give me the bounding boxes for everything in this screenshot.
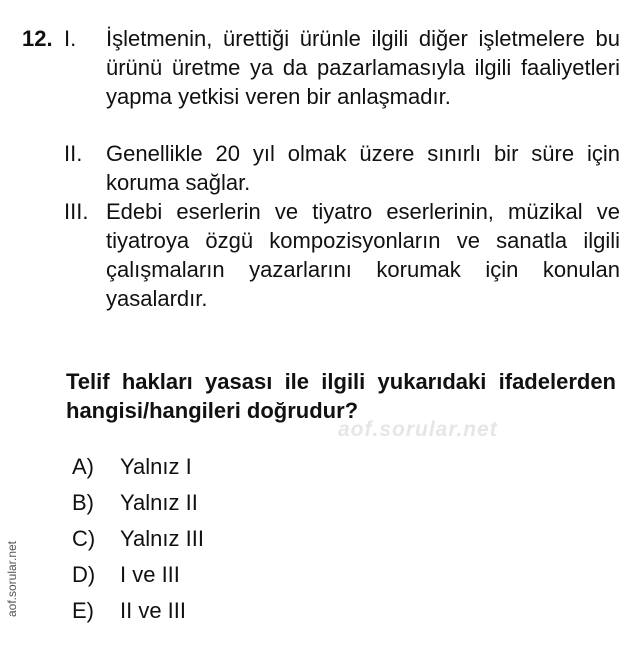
question-prompt: Telif hakları yasası ile ilgili yukarıdaki ifadelerden hangisi/hangileri doğrudur? [66, 369, 616, 423]
option-e[interactable] [72, 593, 204, 629]
statement-1 [64, 24, 620, 111]
statement-1-text: İşletmenin, ürettiği ürünle ilgili diğer işletmelere bu ürünü üretme ya da pazarlamasıyla ilgili faaliyetleri yapma yetkisi veren bir anlaşmadır. [106, 26, 620, 109]
option-a-text: Yalnız I [120, 454, 192, 479]
option-b[interactable] [72, 485, 204, 521]
option-d-text: I ve III [120, 562, 180, 587]
option-b-letter: B) [72, 490, 94, 515]
option-b-text: Yalnız II [120, 490, 198, 515]
answer-options [72, 449, 204, 629]
option-e-letter: E) [72, 598, 94, 623]
side-watermark: aof.sorular.net [5, 540, 19, 618]
option-d-letter: D) [72, 562, 96, 587]
option-e-text: II ve III [120, 598, 187, 623]
watermark: aof.sorular.net [338, 418, 498, 441]
statement-1-numeral: I. [64, 26, 77, 51]
option-a[interactable] [72, 449, 204, 485]
statement-2 [64, 139, 620, 197]
option-c-text: Yalnız III [120, 526, 204, 551]
statement-3-text: Edebi eserlerin ve tiyatro eserlerinin, müzikal ve tiyatroya özgü kompozisyonların ve sanatla ilgili çalışmaların yazarlarını korumak için konulan yasalardır. [106, 199, 620, 311]
statement-2-text: Genellikle 20 yıl olmak üzere sınırlı bir süre için koruma sağlar. [106, 141, 620, 195]
statement-3 [64, 197, 620, 313]
statement-3-numeral: III. [64, 199, 89, 224]
option-a-letter: A) [72, 454, 94, 479]
question-number: 12. [22, 26, 53, 51]
option-c[interactable] [72, 521, 204, 557]
option-c-letter: C) [72, 526, 96, 551]
option-d[interactable] [72, 557, 204, 593]
statement-2-numeral: II. [64, 141, 83, 166]
